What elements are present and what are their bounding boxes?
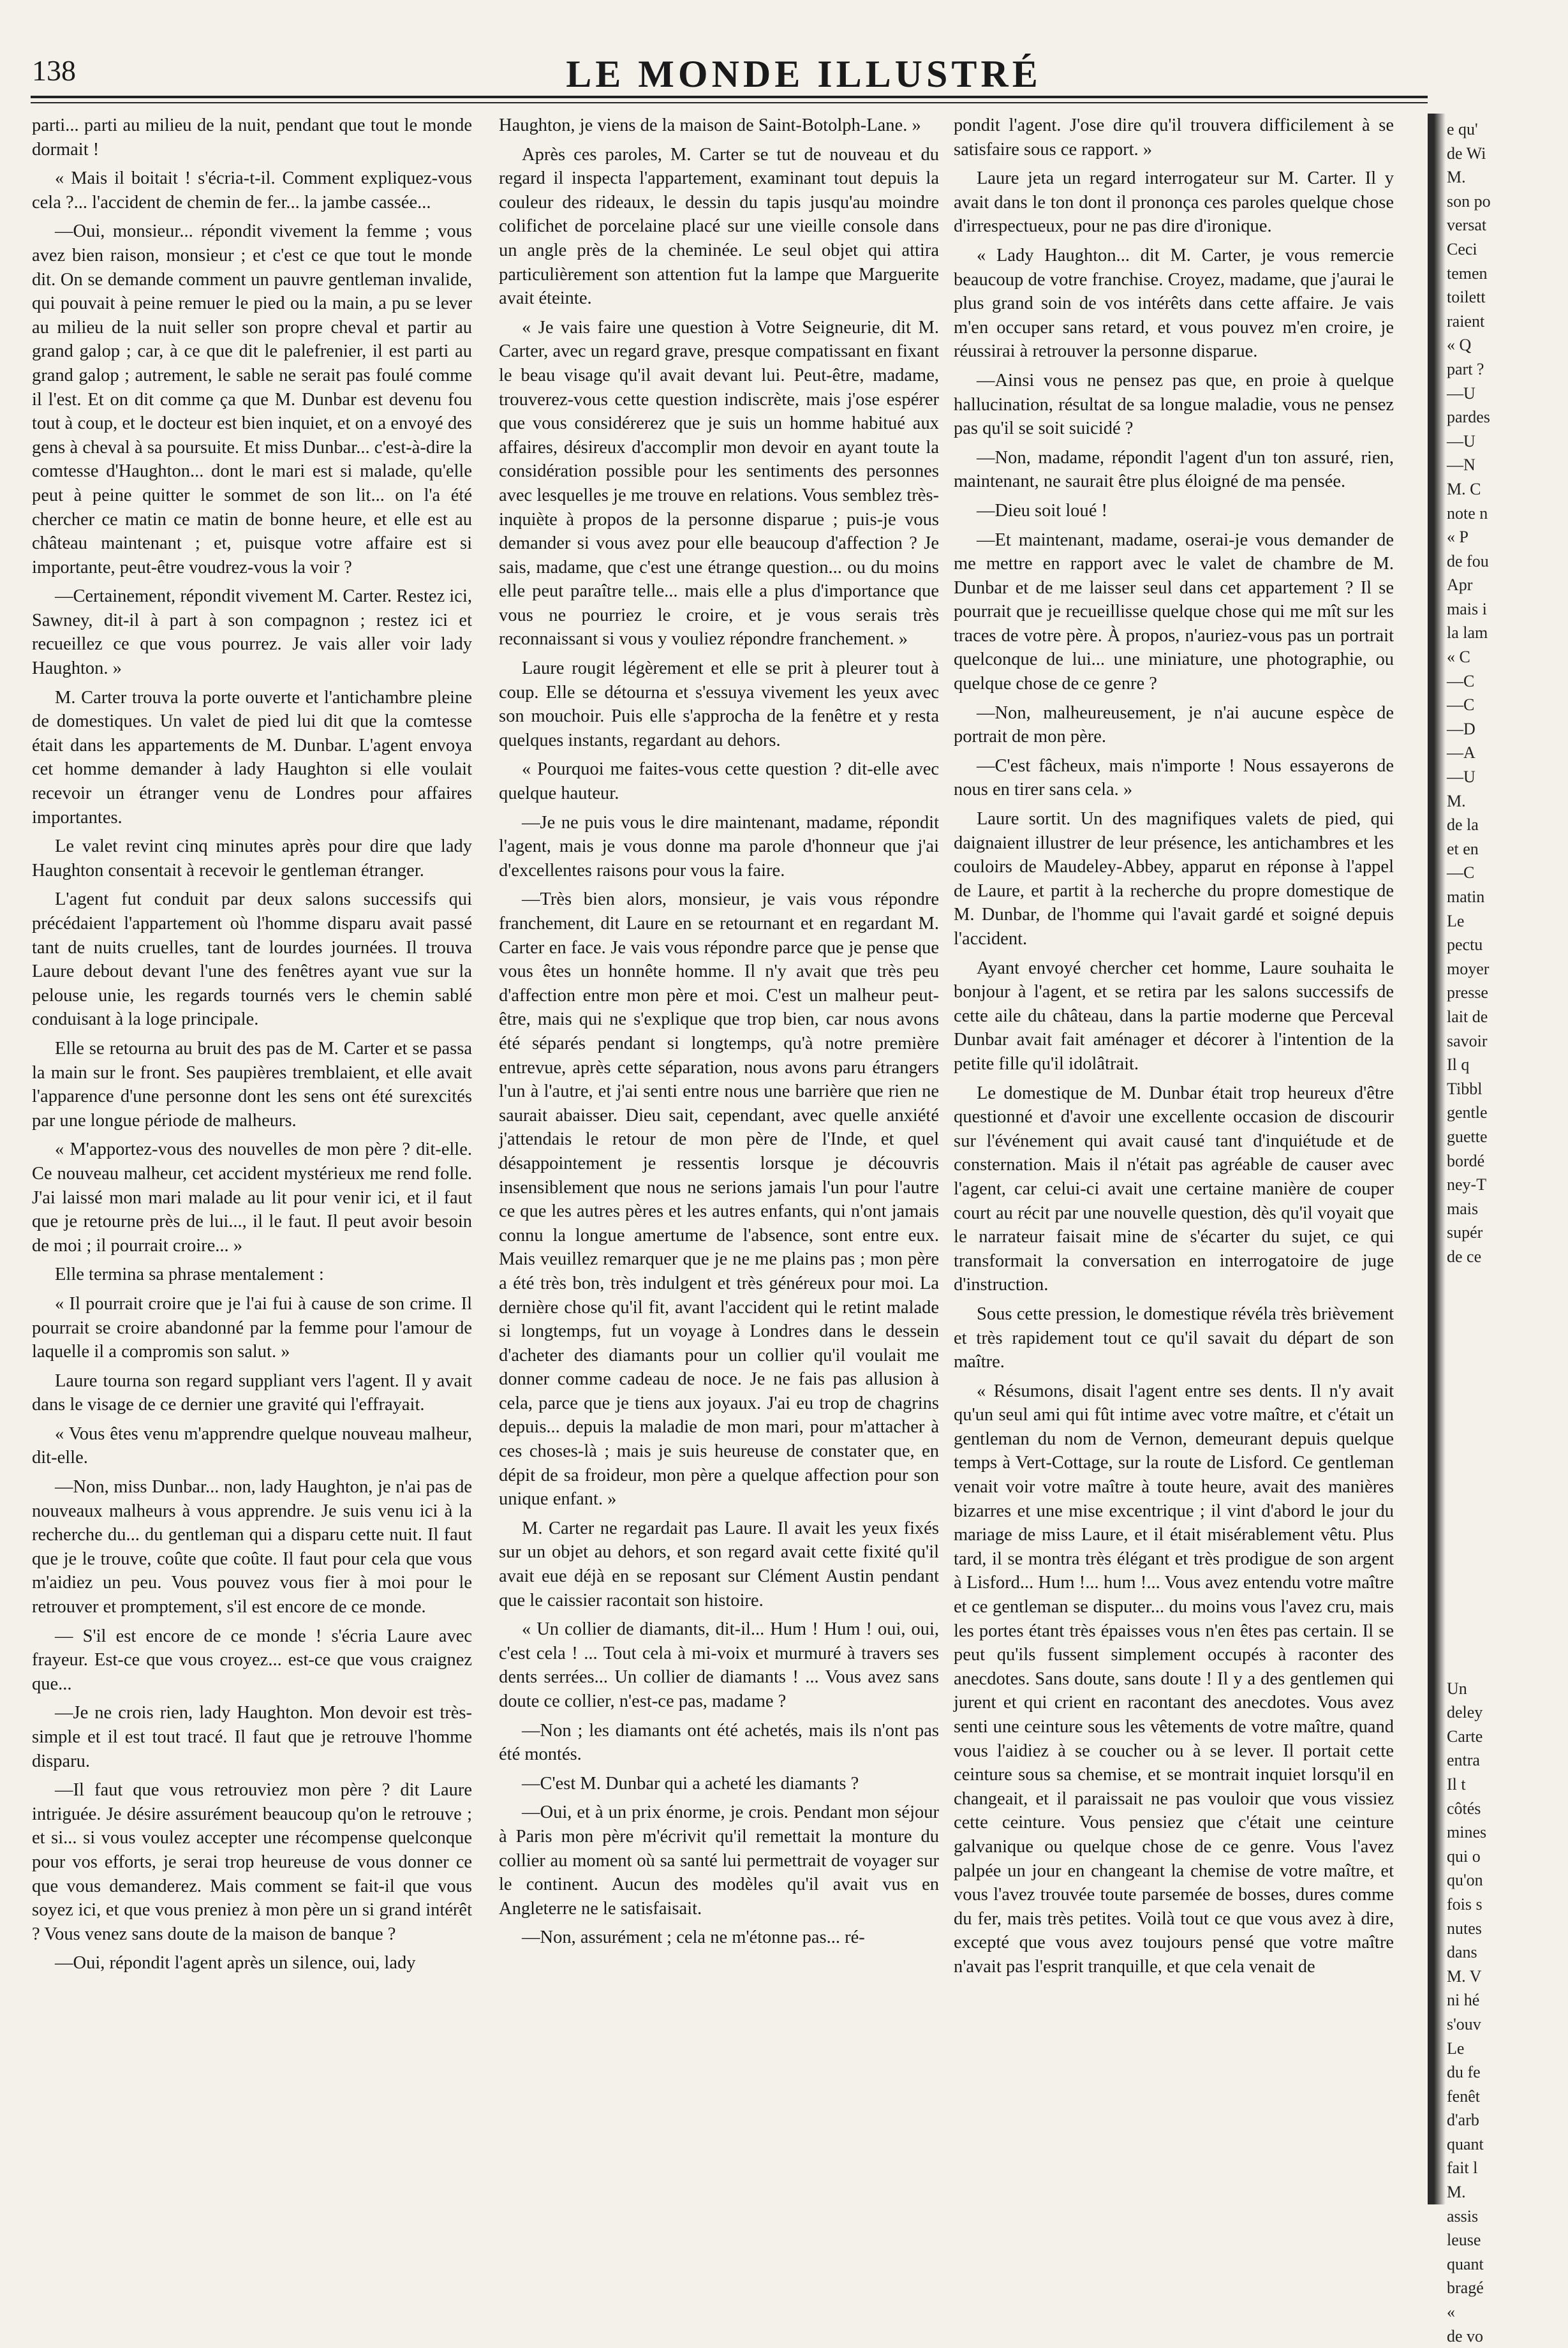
edge-fragment	[1447, 1605, 1568, 1629]
edge-fragment: qu'on	[1447, 1871, 1483, 1890]
paragraph: —Je ne crois rien, lady Haughton. Mon devoir est très-simple et il est tout tracé. Il faut que je retrouve l'homme disparu.	[32, 1703, 472, 1771]
edge-fragment: de vo	[1447, 2326, 1484, 2345]
edge-fragment: M.	[1447, 2183, 1466, 2202]
paragraph: Le valet revint cinq minutes après pour dire que lady Haughton consentait à recevoir le gentleman étranger.	[32, 836, 472, 880]
edge-fragment: quant	[1447, 2134, 1484, 2153]
edge-fragment: son po	[1447, 191, 1491, 211]
edge-fragment	[1447, 1460, 1568, 1485]
paragraph: « Résumons, disait l'agent entre ses dents. Il n'y avait qu'un seul ami qui fût intime avec votre maître, et c'était un gentleman du nom de Vernon, demeurant depuis quelque temps à Vert-Cottage, sur la route de Lisford. Ce gentleman venait voir votre maître à toute heure, avait des manières bizarres et une mise excentrique ; il vint d'abord le jour du mariage de miss Laure, et il était misérablement vêtu. Plus tard, il se montra très élégant et très prodigue de son argent à Lisford... Hum !... hum !... Vous avez entendu votre maître et ce gentleman se disputer... du moins vous l'avez cru, mais les portes étant très épaisses vous n'en êtes pas certain. Il se peut qu'ils fussent simplement occupés à raconter des anecdotes. Sans doute, sans doute ! Il y a des gentlemen qui jurent et qui crient en racontant des anecdotes. Vous avez senti une ceinture sous les vêtements de votre maître, quand vous l'aidiez à se coucher ou à se lever. Il portait cette ceinture sous sa chemise, et se montrait inquiet lorsqu'il en changeait, et il paraissait ne pas vouloir que vous vissiez cette ceinture. Vous pensiez que c'était une ceinture galvanique ou quelque chose de ce genre. Vous l'avez palpée un jour en changeant la chemise de votre maître, et vous l'avez trouvée toute parsemée de bosses, dures comme du fer, mais très petites. Voilà tout ce que vous avez à dire, excepté que vous avez toujours pensé que votre maître n'avait pas l'esprit tranquille, et que cela venait de	[954, 1381, 1394, 1977]
paragraph: « Mais il boitait ! s'écria-t-il. Comment expliquez-vous cela ?... l'accident de chemin de fer... la jambe cassée...	[32, 168, 472, 212]
edge-fragment: —U	[1447, 768, 1476, 787]
edge-fragment: savoir	[1447, 1031, 1488, 1050]
paragraph: Le domestique de M. Dunbar était trop heureux d'être questionné et d'avoir une excellente occasion de discourir sur l'événement qui avait causé tant d'inquiétude et de consternation. Mais il n'était pas agréable de causer avec l'agent, car celui-ci avait une certaine manière de couper court au récit par une nouvelle question, dès qu'il voyait que le narrateur faisait mine de s'écarter du sujet, ce qui transformait la conversation en interrogatoire de juge d'instruction.	[954, 1083, 1394, 1295]
paragraph: —Je ne puis vous le dire maintenant, madame, répondit l'agent, mais je vous donne ma parole d'honneur que j'ai d'excellentes raisons pour vous la faire.	[499, 812, 939, 880]
edge-fragment: de fou	[1447, 551, 1489, 570]
paragraph: —Oui, répondit l'agent après un silence, oui, lady	[55, 1953, 416, 1973]
paragraph: Ayant envoyé chercher cet homme, Laure souhaita le bonjour à l'agent, et se retira par les salons successifs de cette aile du château, dans la partie moderne que Perceval Dunbar avait fait aménager et décorer à l'intention de la petite fille qu'il idolâtrait.	[954, 958, 1394, 1074]
edge-fragment: nutes	[1447, 1919, 1482, 1938]
edge-fragment: presse	[1447, 983, 1488, 1002]
edge-fragment: fois s	[1447, 1894, 1483, 1913]
paragraph: « Il pourrait croire que je l'ai fui à cause de son crime. Il pourrait se croire abandonné par la femme pour l'amour de laquelle il a compromis son salut. »	[32, 1293, 472, 1362]
text-column-1	[32, 114, 472, 2181]
edge-fragment: —A	[1447, 743, 1476, 762]
edge-fragment	[1447, 1485, 1568, 1509]
paragraph: —C'est fâcheux, mais n'importe ! Nous essayerons de nous en tirer sans cela. »	[954, 755, 1394, 800]
edge-fragment	[1447, 1388, 1568, 1413]
edge-fragment: —C	[1447, 695, 1475, 715]
paragraph: Après ces paroles, M. Carter se tut de nouveau et du regard il inspecta l'appartement, examinant tout depuis la couleur des rideaux, le dessin du tapis jusqu'au moindre colifichet de porcelaine placé sur une vieille console dans un angle près de la cheminée. Le seul objet qui attira particulièrement son attention fut la lampe que Marguerite avait éteinte.	[499, 144, 939, 309]
edge-fragment: Le	[1447, 911, 1465, 930]
edge-fragment: de ce	[1447, 1247, 1482, 1266]
edge-fragment: Un	[1447, 1679, 1467, 1698]
next-page-fragment-column	[1447, 117, 1568, 2348]
edge-fragment: entra	[1447, 1751, 1480, 1770]
edge-fragment: dans	[1447, 1943, 1477, 1962]
edge-fragment: leuse	[1447, 2231, 1481, 2250]
edge-fragment: ni hé	[1447, 1991, 1480, 2010]
edge-fragment: la lam	[1447, 623, 1488, 643]
edge-fragment	[1447, 1437, 1568, 1461]
paragraph: M. Carter trouva la porte ouverte et l'antichambre pleine de domestiques. Un valet de pied lui dit que la comtesse était dans les appartements de M. Dunbar. L'agent envoya cet homme demander à lady Haughton si elle voulait recevoir un étranger venu de Londres pour affaires importantes.	[32, 687, 472, 828]
edge-fragment: M. C	[1447, 479, 1481, 498]
edge-fragment: mais	[1447, 1199, 1479, 1218]
paragraph: —Certainement, répondit vivement M. Carter. Restez ici, Sawney, dit-il à part à son compagnon ; restez ici et recueillez ce que vous pourrez. Je vais aller voir lady Haughton. »	[32, 586, 472, 679]
edge-fragment: pardes	[1447, 408, 1490, 427]
paragraph: Elle se retourna au bruit des pas de M. Carter et se passa la main sur le front. Ses paupières tremblaient, et elle avait l'apparence d'une personne dont les sens ont été surexcités par une longue période de malheurs.	[32, 1038, 472, 1131]
edge-fragment: quant	[1447, 2254, 1484, 2273]
paragraph: M. Carter ne regardait pas Laure. Il avait les yeux fixés sur un objet au dehors, et son regard avait cette fixité qu'il avait eue déjà en se reposant sur Clément Austin pendant que le caissier racontait son histoire.	[499, 1518, 939, 1610]
edge-fragment: supér	[1447, 1223, 1483, 1242]
edge-fragment: « C	[1447, 648, 1470, 667]
edge-fragment: lait de	[1447, 1007, 1488, 1026]
edge-fragment: gentle	[1447, 1103, 1488, 1122]
edge-fragment: versat	[1447, 216, 1487, 235]
edge-fragment: Le	[1447, 2039, 1465, 2058]
paragraph: Haughton, je viens de la maison de Saint-Botolph-Lane. »	[499, 115, 921, 135]
edge-fragment: e qu'	[1447, 120, 1478, 138]
edge-fragment: bordé	[1447, 1151, 1485, 1170]
edge-fragment: M. V	[1447, 1966, 1482, 1986]
edge-fragment: moyer	[1447, 959, 1490, 978]
edge-fragment: deley	[1447, 1703, 1483, 1722]
edge-fragment	[1447, 1508, 1568, 1533]
paragraph: —Il faut que vous retrouviez mon père ? dit Laure intriguée. Je désire assurément beaucoup qu'on le retrouve ; et si... si vous voulez accepter une récompense quelconque pour vos efforts, je serai trop heureuse de vous donner ce que vous demanderez. Mais comment se fait-il que vous soyez ici, et que vous preniez à mon père un si grand intérêt ? Vous venez sans doute de la maison de banque ?	[32, 1780, 472, 1944]
edge-fragment: côtés	[1447, 1799, 1481, 1818]
edge-fragment: M.	[1447, 791, 1466, 810]
edge-fragment: —U	[1447, 383, 1476, 403]
paragraph: L'agent fut conduit par deux salons successifs qui précédaient l'appartement où l'homme disparu avait passé tant de nuits cruelles, tant de lourdes journées. Il trouva Laure debout devant l'une des fenêtres ayant vue sur la pelouse unie, les regards tournés vers le chemin sablé conduisant à la loge principale.	[32, 889, 472, 1030]
paragraph: —Et maintenant, madame, oserai-je vous demander de me mettre en rapport avec le valet de chambre de M. Dunbar et de me laisser seul dans cet appartement ? Il se pourrait que je recueillisse quelque chose qui me mît sur les traces de votre père. À propos, n'auriez-vous pas un portrait quelconque de lui... une miniature, une photographie, ou quelque chose de ce genre ?	[954, 530, 1394, 694]
paragraph: —Non, madame, répondit l'agent d'un ton assuré, rien, maintenant, ne saurait être plus éloigné de ma pensée.	[954, 447, 1394, 492]
edge-fragment	[1447, 1269, 1568, 1293]
edge-fragment: « Q	[1447, 336, 1472, 355]
edge-fragment: fait l	[1447, 2159, 1478, 2178]
edge-fragment: d'arb	[1447, 2111, 1479, 2130]
edge-fragment: et en	[1447, 839, 1479, 858]
paragraph: Laure rougit légèrement et elle se prit à pleurer tout à coup. Elle se détourna et s'essuya vivement les yeux avec son mouchoir. Puis elle s'approcha de la fenêtre et y resta quelques instants, regardant au dehors.	[499, 658, 939, 750]
edge-fragment	[1447, 1580, 1568, 1605]
edge-fragment: —U	[1447, 431, 1476, 450]
edge-fragment: mais i	[1447, 599, 1487, 618]
paragraph: —Oui, monsieur... répondit vivement la femme ; vous avez bien raison, monsieur ; et c'est ce que tout le monde dit. On se demande comment un pauvre gentleman invalide, qui pouvait à peine remuer le pied ou la main, a pu se lever au milieu de la nuit seller son propre cheval et partir au grand galop ; car, à ce que dit le palefrenier, il est parti au grand galop ; autrement, le sable ne serait pas foulé comme il l'est. Et on dit comme ça que M. Dunbar est devenu fou tout à coup, et le docteur est bien inquiet, et on a envoyé des gens à cheval à sa poursuite. Et miss Dunbar... c'est-à-dire la comtesse d'Haughton... dont le mari est si malade, qu'elle peut à peine quitter le sommet de son lit... on l'a été chercher ce matin ce matin de bonne heure, et elle est au château maintenant ; et, puisque votre affaire est si importante, peut-être voudrez-vous la voir ?	[32, 221, 472, 577]
text-column-2	[499, 114, 939, 2181]
edge-fragment: assis	[1447, 2206, 1479, 2225]
edge-fragment: de la	[1447, 815, 1479, 835]
paragraph: « Lady Haughton... dit M. Carter, je vous remercie beaucoup de votre franchise. Croyez, madame, que j'aurai le plus grand soin de vos intérêts dans cette affaire. Je vais m'en occuper sans retard, et vous pouvez m'en croire, je réussirai à retrouver la personne disparue.	[954, 245, 1394, 362]
paragraph: « Pourquoi me faites-vous cette question ? dit-elle avec quelque hauteur.	[499, 759, 939, 804]
edge-fragment: bragé	[1447, 2278, 1484, 2298]
paragraph: pondit l'agent. J'ose dire qu'il trouvera difficilement à se satisfaire sous ce rapport. »	[954, 115, 1394, 160]
paragraph: Elle termina sa phrase mentalement :	[55, 1265, 324, 1285]
paragraph: Sous cette pression, le domestique révéla très brièvement et très rapidement tout ce qu'il savait du départ de son maître.	[954, 1304, 1394, 1372]
edge-fragment: Apr	[1447, 576, 1473, 595]
edge-fragment	[1447, 1317, 1568, 1341]
edge-fragment: —N	[1447, 456, 1476, 475]
edge-fragment: Carte	[1447, 1727, 1483, 1746]
next-page-edge	[1428, 114, 1563, 2345]
edge-fragment: du fe	[1447, 2063, 1481, 2082]
paragraph: —Ainsi vous ne pensez pas que, en proie à quelque hallucination, résultat de sa longue maladie, vous ne pensez pas qu'il se soit suicidé ?	[954, 370, 1394, 439]
edge-fragment	[1447, 1365, 1568, 1389]
paragraph: —C'est M. Dunbar qui a acheté les diamants ?	[522, 1773, 859, 1794]
paragraph: — S'il est encore de ce monde ! s'écria Laure avec frayeur. Est-ce que vous croyez... est-ce que vous craignez que...	[32, 1626, 472, 1694]
edge-fragment: «	[1447, 2303, 1455, 2322]
paragraph: —Non, assurément ; cela ne m'étonne pas... ré-	[522, 1928, 865, 1948]
edge-fragment: ney-T	[1447, 1175, 1487, 1194]
paragraph: Laure sortit. Un des magnifiques valets de pied, qui daignaient illustrer de leur présence, les antichambres et les couloirs de Maudeley-Abbey, apparut en réponse à l'appel de Laure, et partit à la recherche du propre domestique de M. Dunbar, de l'homme qui l'avait gardé et soigné depuis l'accident.	[954, 809, 1394, 949]
edge-fragment	[1447, 1557, 1568, 1581]
edge-fragment: Ceci	[1447, 239, 1477, 258]
edge-fragment: —C	[1447, 863, 1475, 882]
paragraph: « Un collier de diamants, dit-il... Hum ! Hum ! oui, oui, c'est cela ! ... Tout cela à mi-voix et murmuré à travers ses dents serrées... Un collier de diamants ! ... Vous avez sans doute ce collier, n'est-ce pas, madame ?	[499, 1619, 939, 1711]
edge-fragment: Tibbl	[1447, 1079, 1483, 1098]
paragraph: « Je vais faire une question à Votre Seigneurie, dit M. Carter, avec un regard grave, presque compatissant en fixant le beau visage qu'il avait devant lui. Peut-être, madame, trouverez-vous cette question indiscrète, mais j'ose espérer que vous considérerez que je suis un homme habitué aux affaires, désireux d'accomplir mon devoir en ayant toute la considération possible pour les sentiments des personnes avec lesquelles je me trouve en relations. Vous semblez très-inquiète à propos de la personne disparue ; puis-je vous demander si vous avez pour elle beaucoup d'affection ? Je sais, madame, que c'est une étrange question... ou du moins elle peut paraître telle... mais elle a plus d'importance que vous ne pourriez le croire, et je vous serais très reconnaissant si vous y vouliez répondre franchement. »	[499, 317, 939, 650]
edge-fragment: mines	[1447, 1823, 1487, 1842]
paragraph: parti... parti au milieu de la nuit, pendant que tout le monde dormait !	[32, 115, 472, 160]
edge-fragment: « P	[1447, 528, 1468, 547]
paragraph: Laure jeta un regard interrogateur sur M. Carter. Il y avait dans le ton dont il prononça ces paroles quelque chose d'irrespectueux, pour ne pas dire d'ironique.	[954, 168, 1394, 237]
edge-fragment: toilett	[1447, 288, 1486, 307]
paragraph: —Non, miss Dunbar... non, lady Haughton, je n'ai pas de nouveaux malheurs à vous apprendre. Je suis venu ici à la recherche du... du gentleman qui a disparu cette nuit. Il faut que je le trouve, coûte que coûte. Il faut pour cela que vous m'aidiez un peu. Vous pouvez vous fier à moi pour le retrouver et promptement, s'il est encore de ce monde.	[32, 1477, 472, 1617]
edge-fragment	[1447, 1628, 1568, 1653]
paragraph: « M'apportez-vous des nouvelles de mon père ? dit-elle. Ce nouveau malheur, cet accident mystérieux me rend folle. J'ai laissé mon mari malade au lit pour venir ici, et il faut que je retourne près de lui..., il le faut. Il peut avoir besoin de moi ; il pourrait croire... »	[32, 1140, 472, 1256]
text-column-3	[954, 114, 1394, 2181]
edge-fragment: guette	[1447, 1127, 1488, 1146]
paragraph: —Très bien alors, monsieur, je vais vous répondre franchement, dit Laure en se retournant et en regardant M. Carter en face. Je vais vous répondre parce que je pense que vous êtes un honnête homme. Il n'y avait que très peu d'affection entre mon père et moi. C'est un malheur peut-être, mais qui ne s'explique que trop bien, car nous avons été séparés pendant si longtemps, qu'à notre première entrevue, après cette séparation, nous avons paru étrangers l'un à l'autre, et j'ai senti entre nous une barrière que rien ne saurait abaisser. Dieu sait, cependant, avec quelle anxiété j'attendais le retour de mon père de l'Inde, et quel désappointement je ressentis lorsque je découvris insensiblement que nous ne serions jamais l'un pour l'autre ce que les autres pères et les autres enfants, qui n'ont jamais connu la longue amertume de l'absence, sont entre eux. Mais veuillez remarquer que je ne me plains pas ; mon père a été très bon, très indulgent et très généreux pour moi. La dernière chose qu'il fit, avant l'accident qui le retint malade si longtemps, fut un voyage à Londres dans le dessein d'acheter des diamants pour un collier qu'il voulait me donner comme cadeau de noce. Je ne fais pas allusion à cela, parce que je tiens aux joyaux. J'ai eu trop de chagrins depuis... depuis la maladie de mon mari, pour m'attacher à ces choses-là ; mais je suis heureuse de constater que, en dépit de sa froideur, mon père a quelque affection pour son unique enfant. »	[499, 889, 939, 1510]
header-rule-thick	[31, 96, 1428, 98]
paragraph: —Dieu soit loué !	[977, 500, 1108, 521]
edge-fragment: pectu	[1447, 935, 1483, 955]
paragraph: —Oui, et à un prix énorme, je crois. Pendant mon séjour à Paris mon père m'écrivit qu'il remettait la monture du collier au moment où sa santé lui permettrait de voyager sur le continent. Aucun des modèles qu'il avait vus en Angleterre ne le satisfaisait.	[499, 1802, 939, 1919]
edge-fragment: temen	[1447, 264, 1488, 283]
edge-fragment: de Wi	[1447, 144, 1486, 163]
paragraph: « Vous êtes venu m'apprendre quelque nouveau malheur, dit-elle.	[32, 1423, 472, 1468]
edge-fragment	[1447, 1293, 1568, 1317]
edge-fragment	[1447, 1533, 1568, 1557]
edge-fragment	[1447, 1413, 1568, 1437]
edge-fragment: Il q	[1447, 1055, 1470, 1074]
edge-fragment: fenêt	[1447, 2086, 1480, 2106]
edge-fragment: —D	[1447, 719, 1476, 738]
edge-fragment: s'ouv	[1447, 2014, 1481, 2033]
edge-fragment: Il t	[1447, 1774, 1466, 1794]
paragraph: —Non ; les diamants ont été achetés, mais ils n'ont pas été montés.	[499, 1720, 939, 1765]
edge-fragment	[1447, 1341, 1568, 1365]
edge-fragment: —C	[1447, 671, 1475, 690]
paragraph: Laure tourna son regard suppliant vers l'agent. Il y avait dans le visage de ce dernier une gravité qui l'effrayait.	[32, 1371, 472, 1415]
edge-fragment: matin	[1447, 888, 1485, 906]
edge-fragment	[1447, 1653, 1568, 1677]
edge-fragment: note n	[1447, 503, 1488, 523]
paragraph: —Non, malheureusement, je n'ai aucune espèce de portrait de mon père.	[954, 702, 1394, 747]
page-number: 138	[32, 54, 76, 87]
masthead-title: LE MONDE ILLUSTRÉ	[566, 53, 1042, 95]
edge-fragment: part ?	[1447, 359, 1484, 378]
edge-fragment: raient	[1447, 311, 1485, 331]
header-rule-thin	[31, 102, 1428, 103]
edge-fragment: M.	[1447, 168, 1466, 187]
edge-fragment: qui o	[1447, 1846, 1481, 1866]
